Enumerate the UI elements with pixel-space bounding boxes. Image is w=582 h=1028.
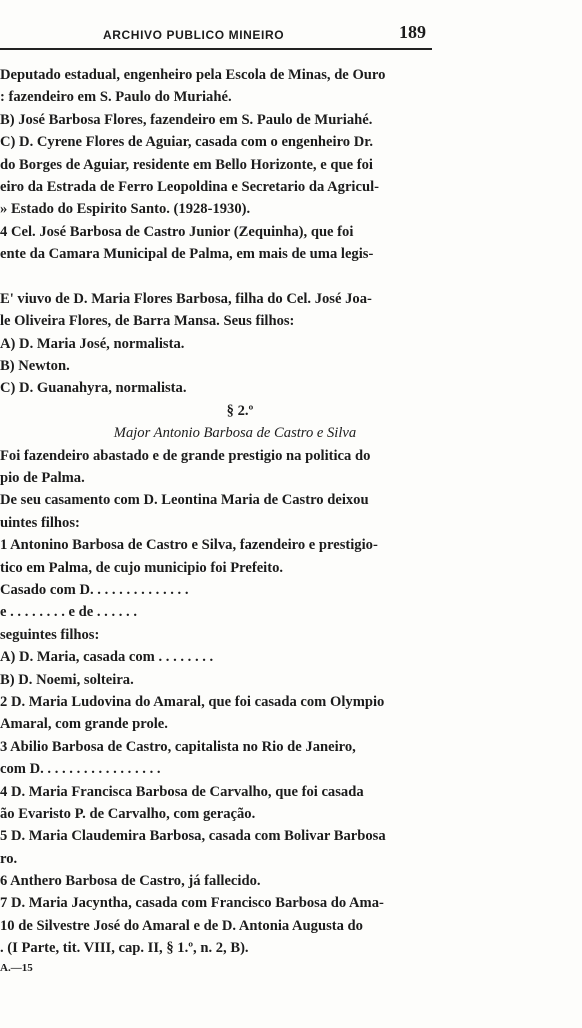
- text-line: ão Evaristo P. de Carvalho, com geração.: [0, 805, 256, 822]
- section-mark: § 2.º: [226, 402, 254, 419]
- text-line: A) D. Maria José, normalista.: [0, 335, 185, 352]
- text-line: e . . . . . . . . e de . . . . . .: [0, 604, 138, 621]
- text-line: pio de Palma.: [0, 470, 85, 487]
- page-number: 189: [399, 22, 426, 42]
- page-header: [0, 22, 432, 50]
- text-line: seguintes filhos:: [0, 626, 100, 643]
- text-line: do Borges de Aguiar, residente em Bello Horizonte, e que foi: [0, 156, 373, 173]
- text-line: 7 D. Maria Jacyntha, casada com Francisco Barbosa do Ama-: [0, 895, 384, 912]
- text-line: De seu casamento com D. Leontina Maria de Castro deixou: [0, 492, 369, 509]
- text-line: uintes filhos:: [0, 514, 80, 531]
- text-line: B) D. Noemi, solteira.: [0, 671, 134, 688]
- text-line: E' viuvo de D. Maria Flores Barbosa, filha do Cel. José Joa-: [0, 290, 372, 307]
- text-line: B) Newton.: [0, 358, 70, 375]
- text-line: » Estado do Espirito Santo. (1928-1930).: [0, 201, 251, 218]
- text-line: 10 de Silvestre José do Amaral e de D. Antonia Augusta do: [0, 917, 363, 934]
- text-line: . (I Parte, tit. VIII, cap. II, § 1.º, n. 2, B).: [0, 940, 249, 957]
- text-line: 4 Cel. José Barbosa de Castro Junior (Zequinha), que foi: [0, 223, 354, 240]
- text-line: eiro da Estrada de Ferro Leopoldina e Secretario da Agricul-: [0, 178, 379, 195]
- text-line: : fazendeiro em S. Paulo do Muriahé.: [0, 89, 232, 106]
- text-line: C) D. Cyrene Flores de Aguiar, casada com o engenheiro Dr.: [0, 134, 374, 151]
- text-line: 3 Abilio Barbosa de Castro, capitalista no Rio de Janeiro,: [0, 738, 356, 755]
- text-line: 4 D. Maria Francisca Barbosa de Carvalho, que foi casada: [0, 783, 364, 800]
- text-line: A) D. Maria, casada com . . . . . . . .: [0, 649, 214, 666]
- text-line: Foi fazendeiro abastado e de grande prestigio na politica do: [0, 447, 371, 464]
- text-line: [0, 266, 440, 288]
- signature-mark: A.—15: [0, 962, 33, 974]
- text-line: tico em Palma, de cujo municipio foi Prefeito.: [0, 559, 284, 576]
- text-line: ro.: [0, 850, 18, 867]
- text-line: Amaral, com grande prole.: [0, 716, 168, 733]
- text-line: C) D. Guanahyra, normalista.: [0, 380, 187, 397]
- text-line: Casado com D. . . . . . . . . . . . . .: [0, 581, 189, 598]
- text-line: 5 D. Maria Claudemira Barbosa, casada com Bolivar Barbosa: [0, 828, 386, 845]
- text-line: Deputado estadual, engenheiro pela Escola de Minas, de Ouro: [0, 67, 386, 83]
- text-line: ente da Camara Municipal de Palma, em mais de uma legis-: [0, 246, 374, 263]
- section-title: Major Antonio Barbosa de Castro e Silva: [113, 425, 357, 442]
- text-line: com D. . . . . . . . . . . . . . . . .: [0, 761, 161, 778]
- text-line: B) José Barbosa Flores, fazendeiro em S. Paulo de Muriahé.: [0, 111, 373, 128]
- text-line: 2 D. Maria Ludovina do Amaral, que foi casada com Olympio: [0, 693, 385, 710]
- text-line: le Oliveira Flores, de Barra Mansa. Seus filhos:: [0, 313, 295, 330]
- running-title: ARCHIVO PUBLICO MINEIRO: [103, 28, 285, 42]
- page-body: [0, 64, 440, 960]
- text-line: 6 Anthero Barbosa de Castro, já fallecido.: [0, 873, 261, 890]
- text-line: 1 Antonino Barbosa de Castro e Silva, fazendeiro e prestigio-: [0, 537, 378, 554]
